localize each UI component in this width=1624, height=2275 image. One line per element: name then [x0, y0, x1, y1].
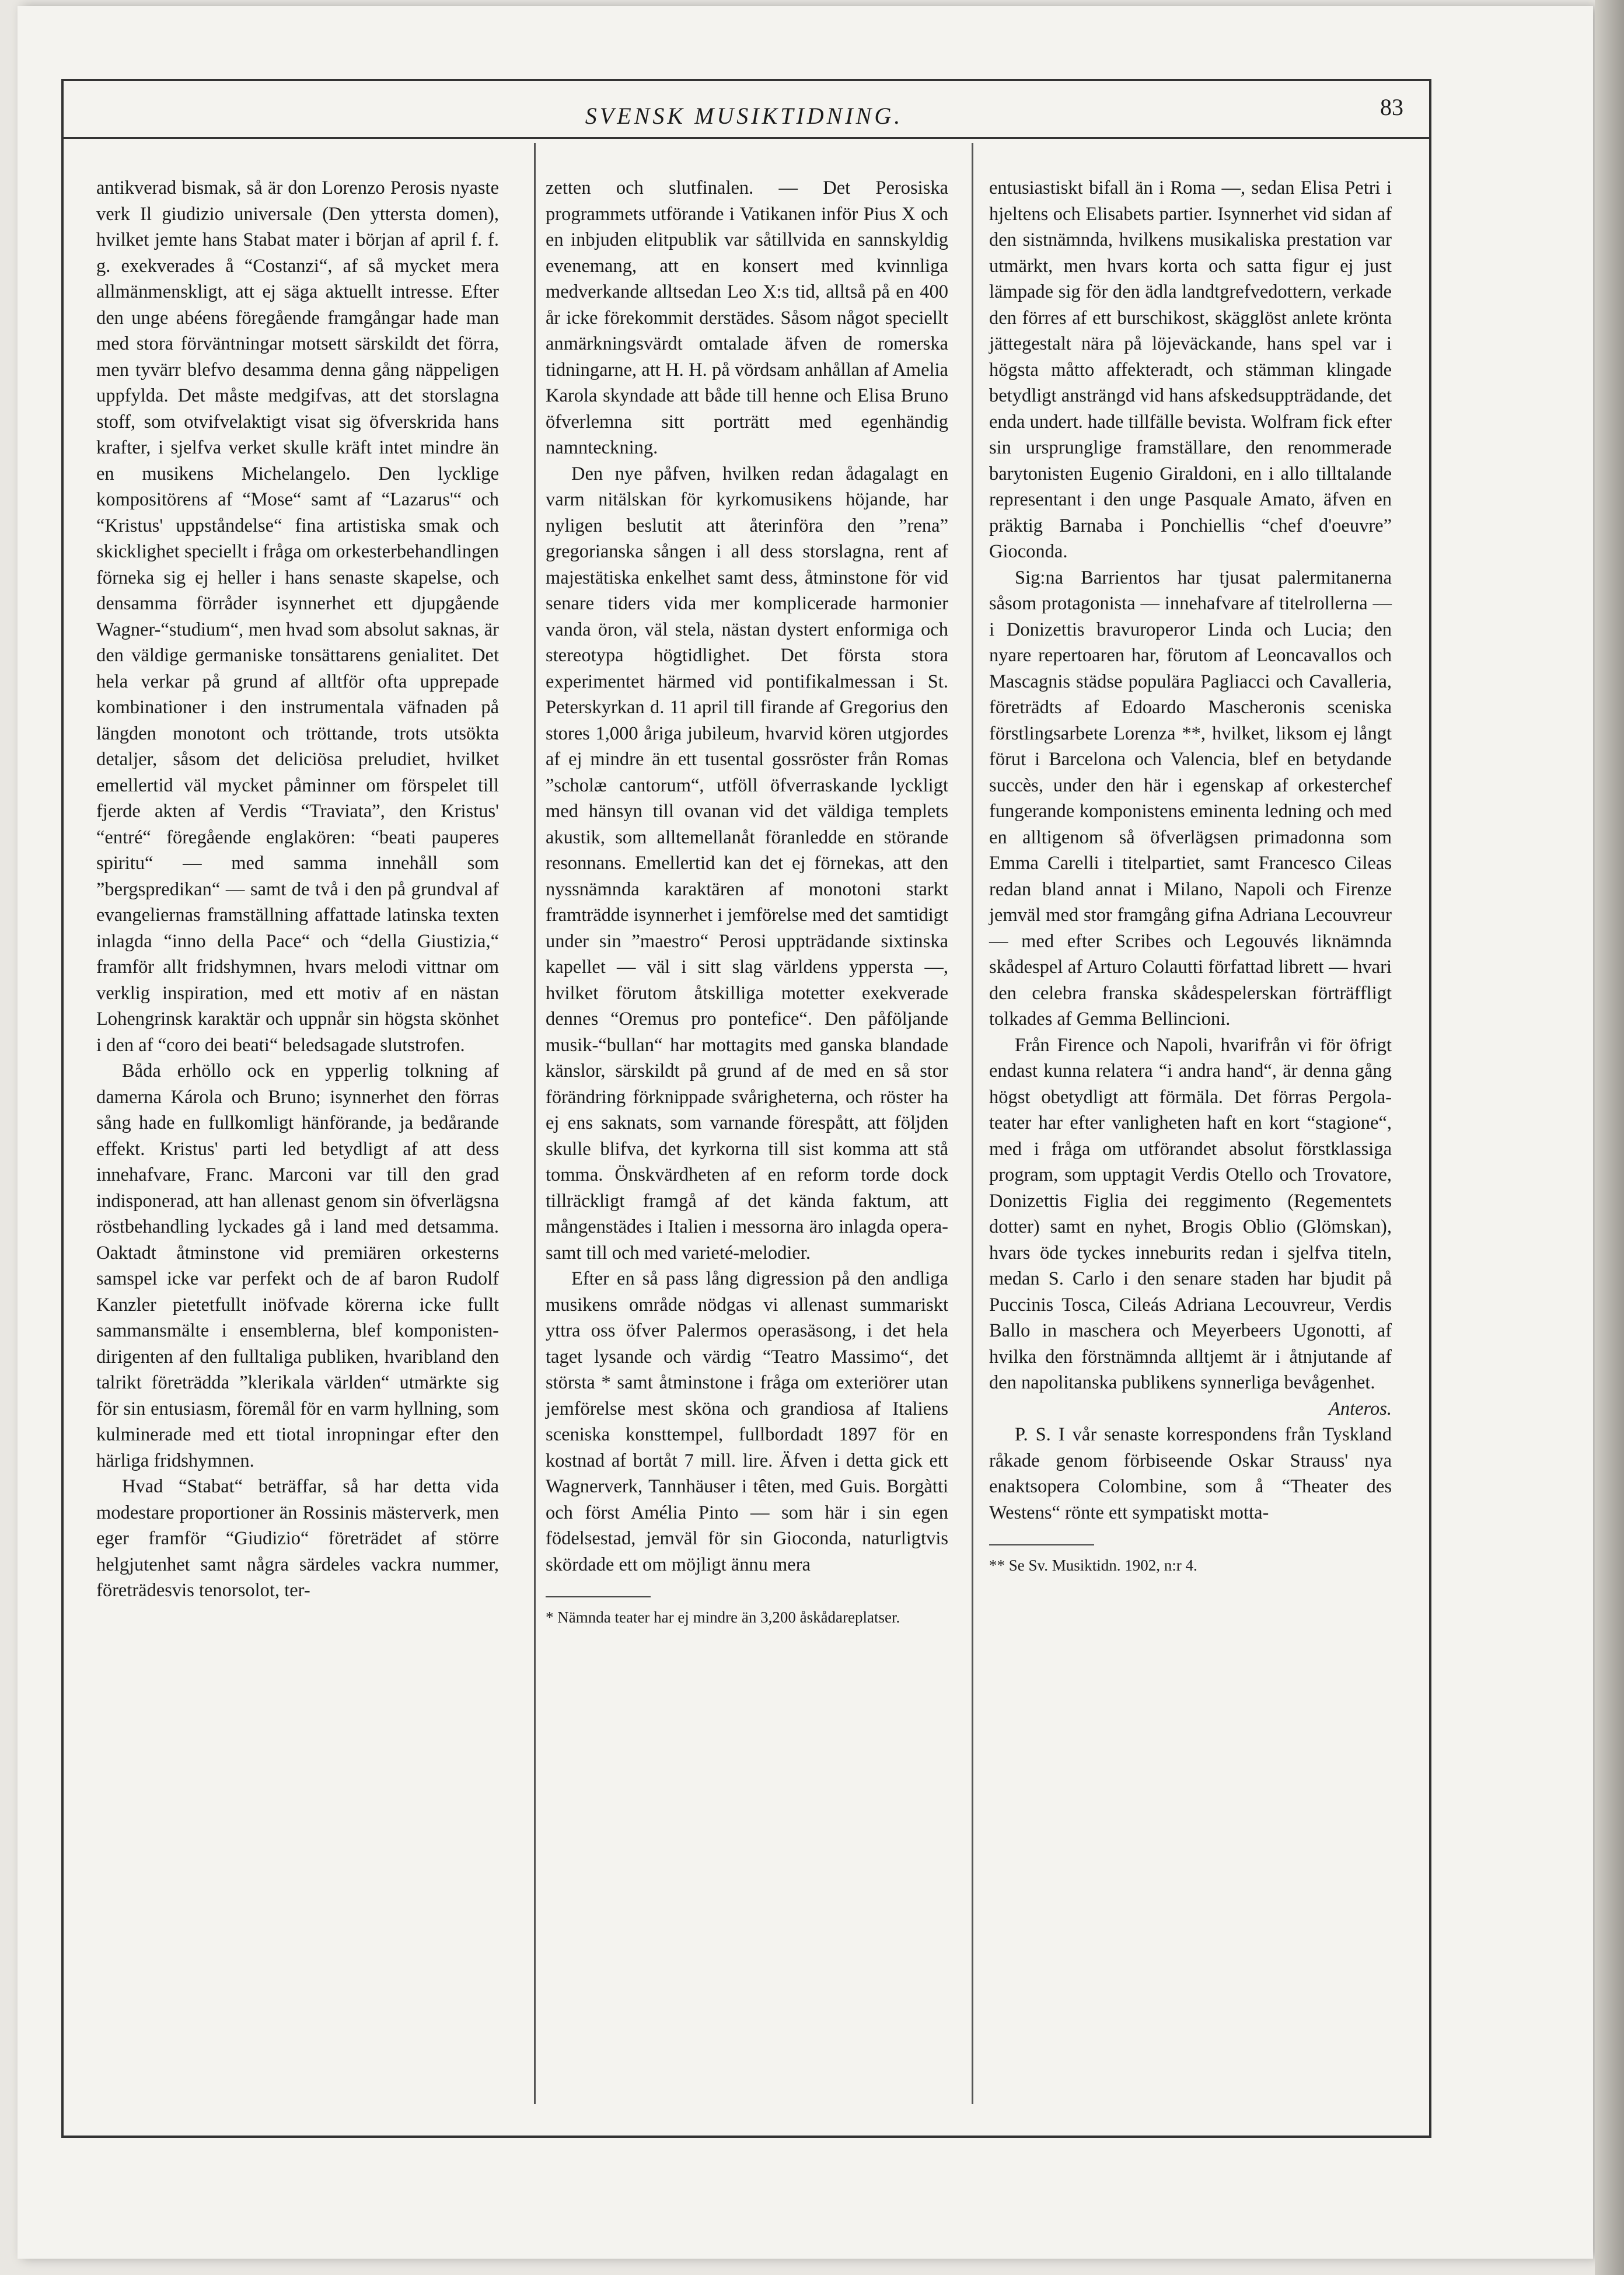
postscript: P. S. I vår senaste korrespondens från Tyskland råkade genom förbiseende Oskar Strauss' nya enaktsopera Colombine, som å “Theater des Westens“ rönte ett sympatiskt motta-: [989, 1424, 1392, 1523]
paragraph: Från Firence och Napoli, hvarifrån vi för öfrigt endast kunna relatera “i andra hand“, är denna gång högst obetydligt att förmäla. Det förras Pergola-teater har efter vanligheten haft en kort “stagione“, med i fråga om utförandet absolut förstklassiga program, som upptagit Verdis Otello och Trovatore, Donizettis Figlia dei reggimento (Regementets dotter) samt en nyhet, Brogis Oblio (Glömskan), hvars öde tyckes inneburits redan i sjelfva titeln, medan S. Carlo i den senare staden har bjudit på Puccinis Tosca, Cileás Adriana Lecouvreur, Verdis Ballo in maschera och Meyerbeers Ugonotti, af hvilka den förstnämnda alltjemt är i åtnjutande af den napolitanska publikens synnerliga bevågenhet.: [989, 1034, 1392, 1393]
header-rule: [61, 137, 1431, 139]
column-3: [989, 175, 1392, 1576]
page-edge-shadow: [1595, 0, 1624, 2275]
footnote: * Nämnda teater har ej mindre än 3,200 åskådareplatser.: [546, 1608, 900, 1626]
paragraph: Båda erhöllo ock en ypperlig tolkning af damerna Károla och Bruno; isynnerhet den förras sång hade en fullkomligt hänförande, ja bedårande effekt. Kristus' parti led betydligt af att dess innehafvare, Franc. Marconi var till den grad indisponerad, att han allenast genom sin öfverlägsna röstbehandling lyckades gå i land med detsamma. Oaktadt åtminstone vid premiären orkesterns samspel icke var perfekt och de af baron Rudolf Kanzler pietetfullt inöfvade körerna icke fullt sammansmälte i ensemblerna, blef komponisten-dirigenten af den fulltaliga publiken, hvaribland den talrikt företrädda ”klerikala världen“ utmärkte sig för sin entusiasm, föremål för en varm hyllning, som kulminerade med ett tiotal inropningar efter den härliga fridshymnen.: [96, 1060, 499, 1471]
footnote-rule: [989, 1544, 1094, 1545]
footnote: ** Se Sv. Musiktidn. 1902, n:r 4.: [989, 1557, 1197, 1574]
page-header: [61, 79, 1427, 137]
footnote-rule: [546, 1596, 651, 1597]
column-2: [546, 175, 948, 1628]
paragraph: antikverad bismak, så är don Lorenzo Perosis nyaste verk Il giudizio universale (Den yttersta domen), hvilket jemte hans Stabat mater i början af april f. f. g. exekverades å “Costanzi“, af så mycket mera allmänmenskligt, att ej säga aktuellt intresse. Efter den unge abéens föregående framgångar hade man med stora förväntningar motsett särskildt det förra, men tyvärr blefvo desamma denna gång näppeligen uppfylda. Det måste medgifvas, att det storslagna stoff, som otvifvelaktigt visat sig öfverskrida hans krafter, i sjelfva verket skulle kräft intet mindre än en musikens Michelangelo. Den lycklige kompositörens af “Mose“ samt af “Lazarus'“ och “Kristus' uppståndelse“ fina artistiska smak och skicklighet speciellt i fråga om orkesterbehandlingen förneka sig ej heller i hans senaste skapelse, och densamma förråder isynnerhet ett djupgående Wagner-“studium“, men hvad som absolut saknas, är den väldige germaniske tonsättarens genialitet. Det hela verkar på grund af alltför ofta upprepade kombinationer i den instrumentala väfnaden på längden monotont och tröttande, trots utsökta detaljer, såsom det deliciösa preludiet, hvilket emellertid väl mycket påminner om förspelet till fjerde akten af Verdis “Traviata”, den Kristus' “entré“ föregående englakören: “beati pauperes spiritu“ — med samma innehåll som ”bergspredikan“ — samt de två i den på grundval af evangeliernas framställning affattade latinska texten inlagda “inno della Pace“ och “della Giustizia,“ framför allt fridshymnen, hvars melodi vittnar om verklig inspiration, med ett motiv af en nästan Lohengrinsk karaktär och uppnår sin högsta skönhet i den af “coro dei beati“ beledsagade slutstrofen.: [96, 177, 499, 1056]
paragraph: Efter en så pass lång digression på den andliga musikens område nödgas vi allenast summariskt yttra oss öfver Palermos operasäsong, i det hela taget lysande och värdig “Teatro Massimo“, det största * samt åtminstone i fråga om exteriörer utan jemförelse mest sköna och grandiosa af Italiens sceniska konsttempel, fullbordadt 1897 för en kostnad af bortåt 7 mill. lire. Äfven i detta gick ett Wagnerverk, Tannhäuser i têten, med Guis. Borgàtti och först Amélia Pinto — som här i sin egen födelsestad, jemväl för sin Gioconda, naturligtvis skördade ett om möjligt ännu mera: [546, 1268, 948, 1575]
paragraph: entusiastiskt bifall än i Roma —, sedan Elisa Petri i hjeltens och Elisabets partier. Isynnerhet vid sidan af den sistnämnda, hvilkens musikaliska prestation var utmärkt, men hvars korta och satta figur ej just lämpade sig för den ädla landtgrefvedottern, verkade den förres af ett burschikost, skägglöst anlete krönta jättegestalt nära på löjeväckande, hans spel var i högsta måtto affekteradt, och stämman klingade betydligt ansträngd vid hans afskedsuppträdande, det enda undert. hade tillfälle bevista. Wolfram fick efter sin ursprunglige framställare, den renommerade barytonisten Eugenio Giraldoni, en i allo tilltalande representant i den unge Pasquale Amato, äfven en präktig Barnaba i Ponchiellis “chef d'oeuvre” Gioconda.: [989, 177, 1392, 562]
paragraph: Den nye påfven, hvilken redan ådagalagt en varm nitälskan för kyrkomusikens höjande, har nyligen beslutit att återinföra den ”rena” gregorianska sången i all dess storslagna, rent af majestätiska enkelhet samt dess, åtminstone för vid senare tiders vida mer komplicerade harmonier vanda öron, väl stela, nästan dystert enformiga och stereotypa högtidlighet. Det första stora experimentet härmed vid pontifikalmessan i St. Peterskyrkan d. 11 april till firande af Gregorius den stores 1,000 åriga jubileum, hvarvid kören utgjordes af ej mindre än ett tusental gossröster från Romas ”scholæ cantorum“, utföll öfverraskande lyckligt med hänsyn till ovanan vid det väldiga templets akustik, som alltemellanåt föranledde en störande resonnans. Emellertid kan det ej förnekas, att den nyssnämnda karaktären af monotoni starkt framträdde isynnerhet i jemförelse med det samtidigt under sin ”maestro“ Perosi uppträdande sixtinska kapellet — väl i sitt slag världens yppersta —, hvilket förutom åtskilliga motetter exekverade dennes “Oremus pro pontefice“. Den påföljande musik-“bullan“ har mottagits med ganska blandade känslor, särskildt på grund af de med en så stor förändring förknippade svårigheterna, och röster ha ej ens saknats, som varnande förespått, att följden skulle blifva, det kyrkorna till sist komma att stå tomma. Önskvärdheten af en reform torde dock tillräckligt framgå af det kända faktum, att mångenstädes i Italien i messorna äro inlagda opera- samt till och med varieté-melodier.: [546, 463, 948, 1264]
paragraph: Hvad “Stabat“ beträffar, så har detta vida modestare proportioner än Rossinis mästerverk, men eger framför “Giudizio“ företrädet af större helgjutenhet samt några särdeles vackra nummer, företrädesvis tenorsolot, ter-: [96, 1476, 499, 1601]
paragraph: Sig:na Barrientos har tjusat palermitanerna såsom protagonista — innehafvare af titelrollerna — i Donizettis bravuroperor Linda och Lucia; den nyare repertoaren har, förutom af Leoncavallos och Mascagnis städse populära Pagliacci och Cavalleria, företrädts af Edoardo Mascheronis sceniska förstlingsarbete Lorenza **, hvilket, liksom ej långt förut i Barcelona och Valencia, blef en betydande succès, under den här i egenskap af orkesterchef fungerande komponistens eminenta ledning och med en alltigenom så öfverlägsen primadonna som Emma Carelli i titelpartiet, samt Francesco Cileas redan bland annat i Milano, Napoli och Firenze jemväl med stor framgång gifna Adriana Lecouvreur — med efter Scribes och Legouvés liknämnda skådespel af Arturo Colautti författad librett — hvari den celebra franska skådespelerskan förträffligt tolkades af Gemma Bellincioni.: [989, 567, 1392, 1030]
paragraph: zetten och slutfinalen. — Det Perosiska programmets utförande i Vatikanen inför Pius X och en inbjuden elitpublik var såtillvida en sannskyldig evenemang, att en konsert med kvinnliga medverkande alltsedan Leo X:s tid, alltså på en 400 år icke förekommit derstädes. Såsom något speciellt anmärkningsvärdt omtalade äfven de romerska tidningarne, att H. H. på vördsam anhållan af Amelia Karola skyndade att både till henne och Elisa Bruno öfverlemna sitt porträtt med egenhändig namnteckning.: [546, 177, 948, 458]
column-rule-2: [972, 143, 973, 2104]
author-signature: Anteros.: [1328, 1398, 1392, 1419]
page-number: 83: [1380, 94, 1403, 120]
running-title: SVENSK MUSIKTIDNING.: [585, 103, 903, 129]
column-1: [96, 175, 499, 1604]
column-rule-1: [534, 143, 536, 2104]
